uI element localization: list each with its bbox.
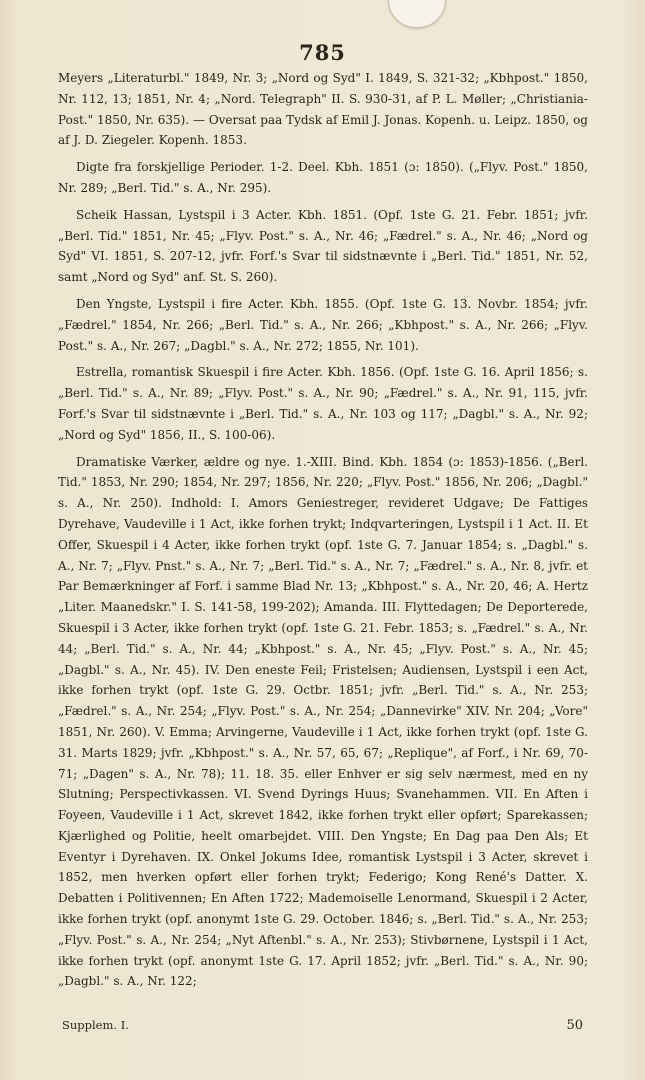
page-number: 785: [299, 40, 346, 65]
paragraph-den-yngste: Den Yngste, Lystspil i fire Acter. Kbh. 1855. (Opf. 1ste G. 13. Novbr. 1854; jvfr. „Fædrel." 1854, Nr. 266; „Berl. Tid." s. A., Nr. 266; „Kbhpost." s. A., Nr. 266; „Flyv. Post." s. A., Nr. 267; „Dagbl." s. A., Nr. 272; 1855, Nr. 101).: [58, 296, 588, 353]
paragraph-dramatiske-vaerker: Dramatiske Værker, ældre og nye. 1.-XIII. Bind. Kbh. 1854 (ɔ: 1853)-1856. („Berl. Tid." 1853, Nr. 290; 1854, Nr. 297; 1856, Nr. 220; „Flyv. Post." 1856, Nr. 206; „Dagbl." s. A., Nr. 250). Indhold: I. Amors Geniestreger, revideret Udgave; De Fattiges Dyrehave, Vaudeville i 1 Act, ikke forhen trykt; Indqvarteringen, Lystspil i 1 Act. II. Et Offer, Skuespil i 4 Acter, ikke forhen trykt (opf. 1ste G. 7. Januar 1854; s. „Dagbl." s. A., Nr. 7; „Flyv. Pnst." s. A., Nr. 7; „Berl. Tid." s. A., Nr. 7; „Fædrel." s. A., Nr. 8, jvfr. et Par Bemærkninger af Forf. i samme Blad Nr. 13; „Kbhpost." s. A., Nr. 20, 46; A. Hertz „Liter. Maanedskr." I. S. 141-58, 199-202); Amanda. III. Flyttedagen; De Deporterede, Skuespil i 3 Acter, ikke forhen trykt (opf. 1ste G. 21. Febr. 1853; s. „Fædrel." s. A., Nr. 44; „Berl. Tid." s. A., Nr. 44; „Kbhpost." s. A., Nr. 45; „Flyv. Post." s. A., Nr. 45; „Dagbl." s. A., Nr. 45). IV. Den eneste Feil; Fristelsen; Audiensen, Lystspil i een Act, ikke forhen trykt (opf. 1ste G. 29. Octbr. 1851; jvfr. „Berl. Tid." s. A., Nr. 253; „Fædrel." s. A., Nr. 254; „Flyv. Post." s. A., Nr. 254; „Dannevirke" XIV. Nr. 204; „Vore" 1851, Nr. 260). V. Emma; Arvingerne, Vaudeville i 1 Act, ikke forhen trykt (opf. 1ste G. 31. Marts 1829; jvfr. „Kbhpost." s. A., Nr. 57, 65, 67; „Replique", af Forf., i Nr. 69, 70-71; „Dagen" s. A., Nr. 78); 11. 18. 35. eller Enhver er sig selv nærmest, med en ny Slutning; Perspectivkassen. VI. Svend Dyrings Huus; Svanehammen. VII. En Aften i Foyeen, Vaudeville i 1 Act, skrevet 1842, ikke forhen trykt eller opført; Sparekassen; Kjærlighed og Politie, heelt omarbejdet. VIII. Den Yngste; En Dag paa Den Als; Et Eventyr i Dyrehaven. IX. Onkel Jokums Idee, romantisk Lystspil i 3 Acter, skrevet i 1852, men hverken opført eller forhen trykt; Federigo; Kong René's Datter. X. Debatten i Politivennen; En Aften 1722; Mademoiselle Lenormand, Skuespil i 2 Acter, ikke forhen trykt (opf. anonymt 1ste G. 29. October. 1846; s. „Berl. Tid." s. A., Nr. 253; „Flyv. Post." s. A., Nr. 254; „Nyt Aftenbl." s. A., Nr. 253); Stivbørnene, Lystspil i 1 Act, ikke forhen trykt (opf. anonymt 1ste G. 17. April 1852; jvfr. „Berl. Tid." s. A., Nr. 90; „Dagbl." s. A., Nr. 122;: [58, 454, 588, 989]
page-body: [58, 68, 588, 998]
paragraph-meyers: Meyers „Literaturbl." 1849, Nr. 3; „Nord og Syd" I. 1849, S. 321-32; „Kbhpost." 1850, Nr. 112, 13; 1851, Nr. 4; „Nord. Telegraph" II. S. 930-31, af P. L. Møller; „Christiania-Post." 1850, Nr. 635). — Oversat paa Tydsk af Emil J. Jonas. Kopenh. u. Leipz. 1850, og af J. D. Ziegeler. Kopenh. 1853.: [58, 71, 588, 148]
sheet-number: 50: [566, 1018, 583, 1033]
paragraph-estrella: Estrella, romantisk Skuespil i fire Acter. Kbh. 1856. (Opf. 1ste G. 16. April 1856; s. „Berl. Tid." s. A., Nr. 89; „Flyv. Post." s. A., Nr. 90; „Fædrel." s. A., Nr. 91, 115, jvfr. Forf.'s Svar til sidstnævnte i „Berl. Tid." s. A., Nr. 103 og 117; „Dagbl." s. A., Nr. 92; „Nord og Syd" 1856, II., S. 100-06).: [58, 365, 588, 442]
page-footer: [62, 1018, 583, 1033]
page-tab: [388, 0, 446, 28]
paragraph-scheik-hassan: Scheik Hassan, Lystspil i 3 Acter. Kbh. 1851. (Opf. 1ste G. 21. Febr. 1851; jvfr. „Berl. Tid." 1851, Nr. 45; „Flyv. Post." s. A., Nr. 46; „Fædrel." s. A., Nr. 46; „Nord og Syd" VI. 1851, S. 207-12, jvfr. Forf.'s Svar til sidstnævnte i „Berl. Tid." 1851, Nr. 52, samt „Nord og Syd" anf. St. S. 260).: [58, 207, 588, 285]
paragraph-digte: Digte fra forskjellige Perioder. 1-2. Deel. Kbh. 1851 (ɔ: 1850). („Flyv. Post." 1850, Nr. 289; „Berl. Tid." s. A., Nr. 295).: [58, 160, 588, 195]
signature-mark: Supplem. I.: [62, 1018, 129, 1032]
